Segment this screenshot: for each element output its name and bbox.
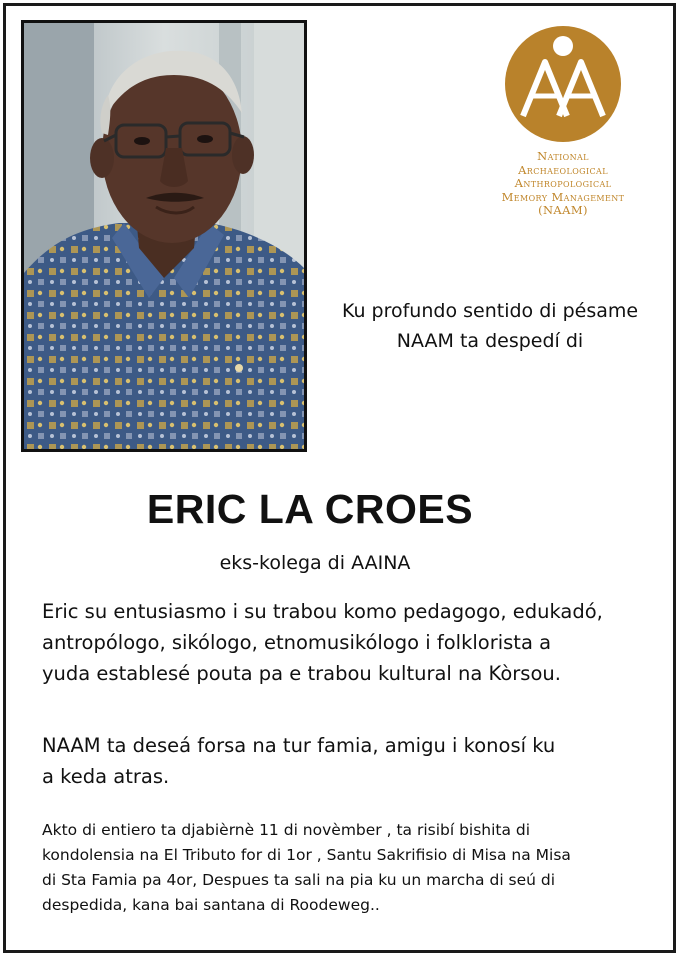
wishes-line-1: NAAM ta deseá forsa na tur famia, amigu i konosí ku xyxy=(42,734,556,757)
details-line-3: di Sta Famia pa 4or, Despues ta sali na pia ku un marcha di seú di xyxy=(42,871,556,889)
tribute-line-3: yuda establesé pouta pa e trabou kultural na Kòrsou. xyxy=(42,662,561,685)
naam-emblem-icon xyxy=(503,24,623,144)
logo-text xyxy=(478,150,648,218)
naam-logo xyxy=(478,24,648,218)
logo-line-1: National xyxy=(537,149,589,163)
portrait-illustration xyxy=(24,23,304,449)
deceased-name: ERIC LA CROES xyxy=(146,486,474,532)
subtitle: eks-kolega di AAINA xyxy=(219,552,411,574)
details-line-4: despedida, kana bai santana di Roodeweg.. xyxy=(42,896,380,914)
logo-line-3: Anthropological xyxy=(514,176,612,190)
logo-line-5: (NAAM) xyxy=(538,203,588,217)
funeral-details-paragraph xyxy=(42,818,662,918)
tribute-line-2: antropólogo, sikólogo, etnomusikólogo i folklorista a xyxy=(42,631,552,654)
logo-line-4: Memory Management xyxy=(501,189,625,204)
details-line-1: Akto di entiero ta djabièrnè 11 di novèmber , ta risibí bishita di xyxy=(42,821,531,839)
portrait-photo xyxy=(21,20,307,452)
tribute-paragraph xyxy=(42,596,662,689)
tribute-line-1: Eric su entusiasmo i su trabou komo pedagogo, edukadó, xyxy=(42,600,603,623)
condolence-line-2: NAAM ta despedí di xyxy=(396,330,584,352)
details-line-2: kondolensia na El Tributo for di 1or , Santu Sakrifisio di Misa na Misa xyxy=(42,846,571,864)
condolence-message xyxy=(318,296,662,356)
logo-line-2: Archaeological xyxy=(518,162,608,177)
condolence-line-1: Ku profundo sentido di pésame xyxy=(341,300,639,322)
wishes-line-2: a keda atras. xyxy=(42,765,170,788)
wishes-paragraph xyxy=(42,730,662,792)
